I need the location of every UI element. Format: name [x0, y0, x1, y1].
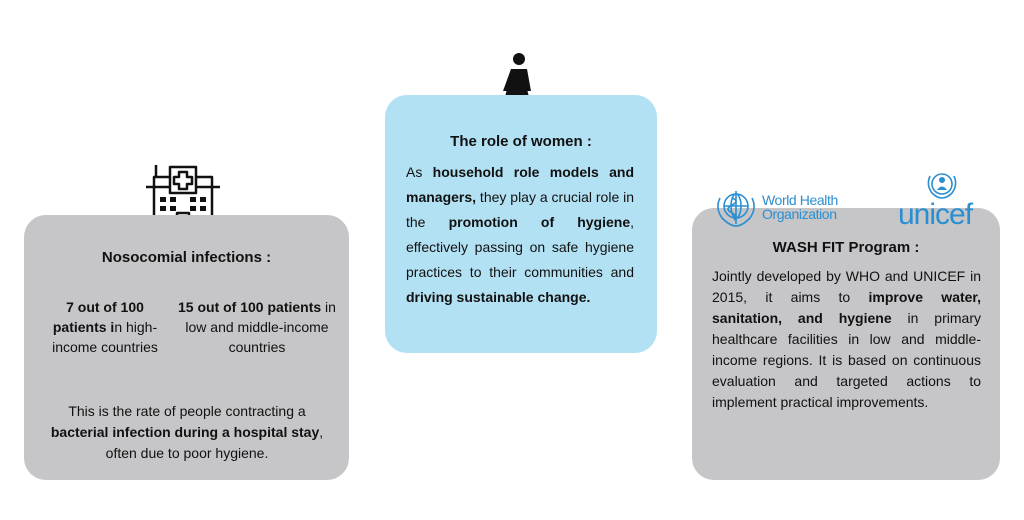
nosocomial-title: Nosocomial infections :	[101, 249, 272, 266]
wash-description: Jointly developed by WHO and UNICEF in 2015, it aims to improve water, sanitation, and hygiene in primary healthcare facilities in low and middle-income regions. It is based on continuous evaluation and targeted actions to implement practical improvements.	[712, 268, 981, 410]
low-income-stat: 15 out of 100 patients in low and middle-income countries	[178, 299, 336, 355]
high-income-stat: 7 out of 100 patients in high-income countries	[52, 299, 158, 355]
unicef-emblem-icon	[925, 170, 959, 200]
wash-title: WASH FIT Program :	[772, 239, 920, 256]
women-title: The role of women :	[450, 133, 592, 150]
who-emblem-icon	[714, 188, 758, 228]
who-wordmark: World Health Organization	[762, 192, 838, 222]
women-description: As household role models and managers, they play a crucial role in the promotion of hygiene, effectively passing on safe hygiene practices to their communities and driving sustainable change.	[406, 164, 635, 305]
who-logo	[714, 188, 846, 228]
unicef-wordmark: unicef	[898, 198, 973, 231]
unicef-logo	[898, 170, 988, 232]
infection-rate-note: This is the rate of people contracting a bacterial infection during a hospital stay, often due to poor hygiene.	[50, 403, 324, 461]
nosocomial-infections-card	[24, 215, 349, 480]
role-of-women-card	[385, 95, 657, 353]
wash-fit-card	[692, 208, 1000, 480]
